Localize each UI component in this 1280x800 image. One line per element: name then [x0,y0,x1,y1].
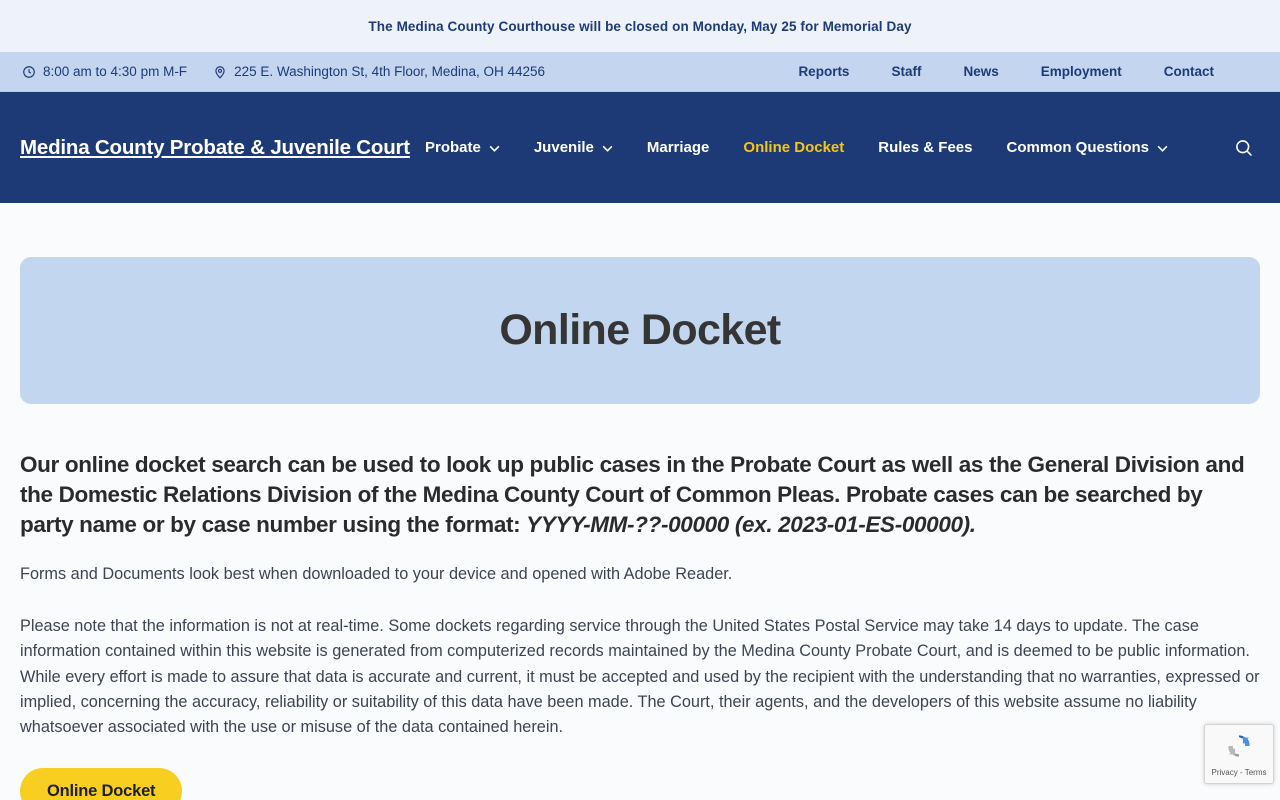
hero-section [0,257,1280,404]
chevron-down-icon [602,139,613,156]
announcement-text: The Medina County Courthouse will be closed on Monday, May 25 for Memorial Day [368,18,912,34]
online-docket-button[interactable]: Online Docket [20,768,182,800]
nav-item-probate[interactable] [425,139,500,156]
chevron-down-icon [489,139,500,156]
nav-item-label: Marriage [646,139,710,156]
announcement-bar [0,0,1280,52]
utility-link-news[interactable]: News [963,64,999,79]
lead-paragraph [20,450,1260,540]
site-logo-title[interactable]: Medina County Probate & Juvenile Court [20,135,410,159]
clock-icon [22,65,36,79]
office-address [213,64,545,79]
nav-item-label: Online Docket [743,139,845,156]
utility-link-contact[interactable]: Contact [1163,64,1214,79]
forms-note-paragraph: Forms and Documents look best when downloaded to your device and opened with Adobe Reader. [20,564,733,583]
utility-info-group [22,64,545,79]
office-address-text: 225 E. Washington St, 4th Floor, Medina, OH 44256 [234,64,545,79]
nav-item-rules-fees[interactable] [878,139,972,156]
chevron-down-icon [1157,139,1168,156]
case-number-format: YYYY-MM-??-00000 (ex. 2023-01-ES-00000). [526,511,976,537]
main-content [0,450,1280,800]
nav-item-online-docket[interactable] [743,139,844,156]
recaptcha-privacy-terms-label[interactable]: Privacy - Terms [1211,768,1267,777]
utility-links [798,64,1258,79]
office-hours-text: 8:00 am to 4:30 pm M-F [43,64,188,79]
nav-item-juvenile[interactable] [534,139,613,156]
utility-bar [0,52,1280,92]
primary-nav-items [425,138,1260,158]
hero-banner [20,257,1260,404]
nav-item-label: Common Questions [1006,139,1149,156]
nav-item-label: Juvenile [533,139,594,156]
search-icon[interactable] [1234,138,1254,158]
disclaimer-paragraph: Please note that the information is not at real-time. Some dockets regarding service through the United States Postal Service may take 14 days to update. The case information contained within this website is generated from computerized records maintained by the Medina County Probate Court, and is deemed to be public information. While every effort is made to assure that data is accurate and current, it must be accepted and used by the recipient with the understanding that no warranties, expressed or implied, concerning the accuracy, reliability or suitability of this data have been made. The Court, their agents, and the developers of this website assume no liability whatsoever associated with the use or misuse of the data contained herein. [20,617,1260,737]
nav-item-common-questions[interactable] [1006,139,1168,156]
utility-link-employment[interactable]: Employment [1040,64,1122,79]
recaptcha-badge[interactable] [1204,724,1274,784]
office-hours [22,64,187,79]
utility-link-reports[interactable]: Reports [798,64,850,79]
lead-text: Our online docket search can be used to look up public cases in the Probate Court as well as the General Division and the Domestic Relations Division of the Medina County Court of Common Pleas. Probate cases can be searched by party name or by case number using the format: [20,452,1245,537]
main-navigation-bar [0,92,1280,203]
nav-item-marriage[interactable] [647,139,710,156]
nav-item-label: Rules & Fees [878,139,973,156]
page-title: Online Docket [499,306,781,354]
location-pin-icon [213,65,227,79]
recaptcha-logo-icon [1224,731,1254,766]
nav-item-label: Probate [424,139,481,156]
utility-link-staff[interactable]: Staff [891,64,922,79]
